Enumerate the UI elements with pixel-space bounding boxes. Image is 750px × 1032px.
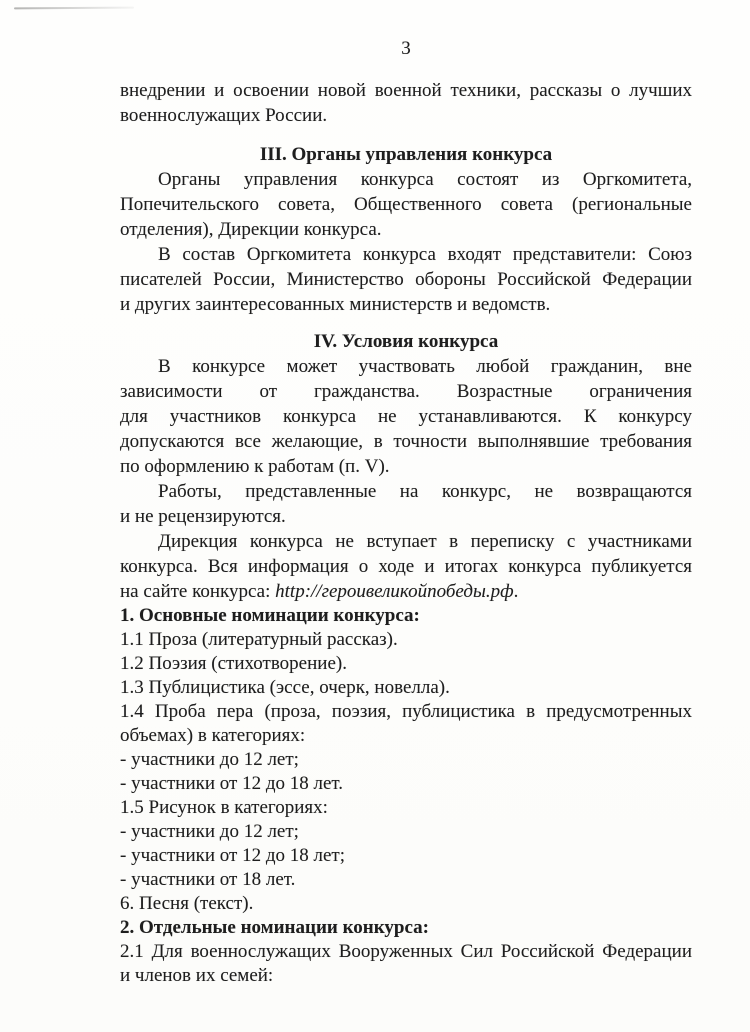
paragraph-line: зависимости от гражданства. Возрастные ограничения — [120, 381, 692, 402]
list-item: - участники до 12 лет; — [120, 749, 299, 770]
paragraph-line: Органы управления конкурса состоят из Оргкомитета, — [158, 169, 692, 190]
site-url-prefix: на сайте конкурса: — [120, 581, 276, 602]
list-item: - участники от 12 до 18 лет. — [120, 773, 344, 794]
main-nominations-list — [120, 604, 692, 916]
list-heading-main-nominations: 1. Основные номинации конкурса: — [120, 605, 420, 626]
section-heading-governance: III. Органы управления конкурса — [259, 144, 553, 165]
paragraph-line: В конкурсе может участвовать любой гражданин, вне — [158, 356, 692, 377]
list-heading-special-nominations: 2. Отдельные номинации конкурса: — [120, 917, 429, 938]
list-item: 2.1 Для военнослужащих Вооруженных Сил Российской Федерации — [120, 941, 692, 962]
site-url-suffix: . — [513, 581, 519, 602]
list-item: 1.4 Проба пера (проза, поэзия, публицистика в предусмотренных — [120, 701, 692, 722]
paragraph-line: допускаются все желающие, в точности выполнявшие требования — [120, 431, 692, 452]
paragraph-line: В состав Оргкомитета конкурса входят представители: Союз — [158, 244, 692, 265]
list-item: 6. Песня (текст). — [120, 893, 254, 914]
conditions-paragraph-3 — [120, 529, 692, 604]
list-item: 1.3 Публицистика (эссе, очерк, новелла). — [120, 677, 450, 698]
list-item: - участники от 18 лет. — [120, 869, 296, 890]
section-heading-conditions: IV. Условия конкурса — [313, 331, 499, 352]
list-item: 1.5 Рисунок в категориях: — [120, 797, 328, 818]
conditions-paragraph-1 — [120, 354, 692, 479]
list-item: 1.1 Проза (литературный рассказ). — [120, 629, 398, 650]
paragraph-line: внедрении и освоении новой военной техники, рассказы о лучших — [120, 80, 692, 101]
list-item: - участники от 12 до 18 лет; — [120, 845, 346, 866]
conditions-paragraph-2 — [120, 479, 692, 529]
list-item: 1.2 Поэзия (стихотворение). — [120, 653, 347, 674]
governance-paragraph-2 — [120, 242, 692, 317]
paragraph-line: для участников конкурса не устанавливаются. К конкурсу — [120, 406, 692, 427]
paragraph-line: отделения), Дирекции конкурса. — [120, 219, 382, 240]
list-item: объемах) в категориях: — [120, 725, 306, 746]
scan-artifact-line — [14, 7, 134, 9]
paragraph-line: и других заинтересованных министерств и ведомств. — [120, 294, 551, 315]
paragraph-line: Работы, представленные на конкурс, не возвращаются — [158, 481, 692, 502]
paragraph-line: военнослужащих России. — [120, 105, 328, 126]
paragraph-line: писателей России, Министерство обороны Российской Федерации — [120, 269, 692, 290]
list-item: и членов их семей: — [120, 965, 274, 986]
site-url: http://героивеликойпобеды.рф — [275, 581, 514, 602]
paragraph-line: и не рецензируются. — [120, 506, 286, 527]
site-url-line — [120, 579, 692, 604]
page-number: 3 — [401, 38, 411, 59]
list-item: - участники до 12 лет; — [120, 821, 299, 842]
governance-paragraph-1 — [120, 167, 692, 242]
paragraph-line: Попечительского совета, Общественного совета (региональные — [120, 194, 692, 215]
paragraph-line: по оформлению к работам (п. V). — [120, 456, 390, 477]
paragraph-line: конкурса. Вся информация о ходе и итогах конкурса публикуется — [120, 556, 692, 577]
special-nominations-list — [120, 916, 692, 988]
paragraph-line: Дирекция конкурса не вступает в переписку с участниками — [158, 531, 692, 552]
intro-paragraph — [120, 78, 692, 128]
